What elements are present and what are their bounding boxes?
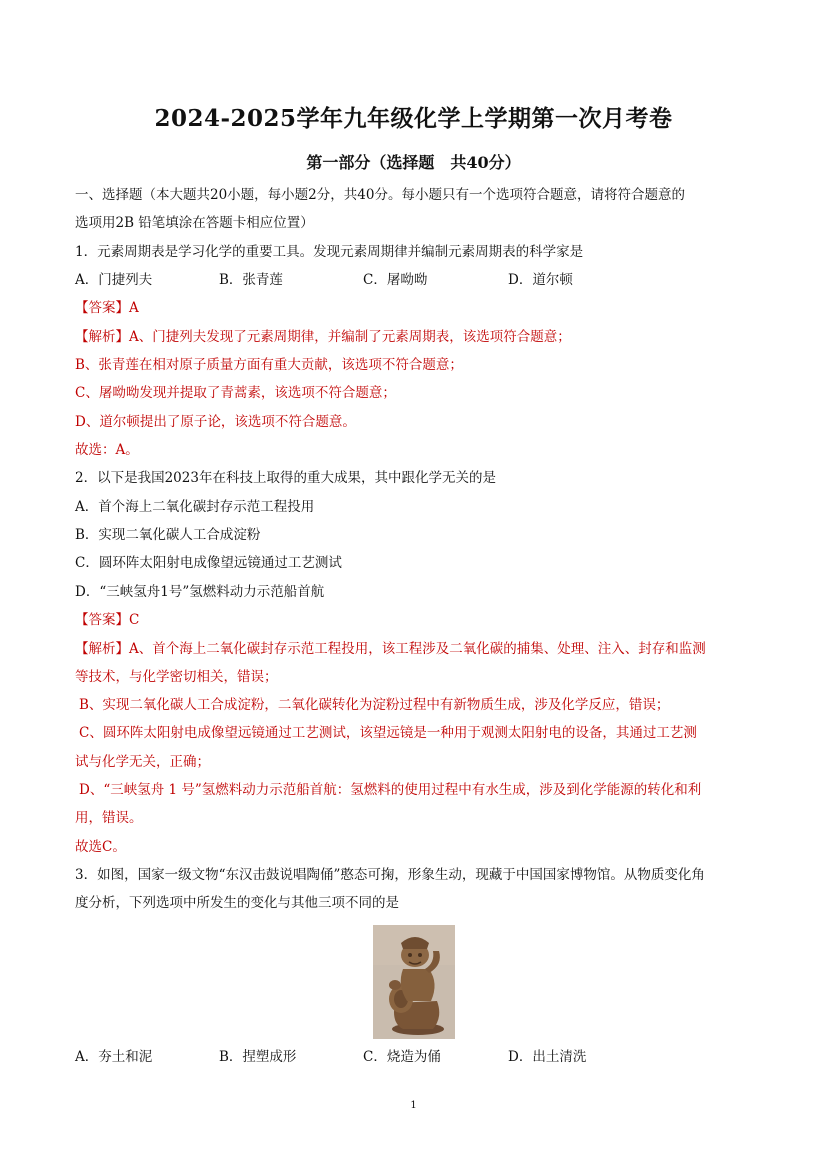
figurine-illustration [373,925,455,1039]
option-d: D．出土清洗 [508,1049,587,1065]
question-stem: 3．如图，国家一级文物“东汉击鼓说唱陶俑”憨态可掬，形象生动，现藏于中国国家博物馆。从物质变化角 [75,867,705,883]
option-a: A．首个海上二氧化碳封存示范工程投用 [75,499,315,515]
analysis-line: B、实现二氧化碳人工合成淀粉，二氧化碳转化为淀粉过程中有新物质生成，涉及化学反应，错误； [79,697,670,713]
analysis-line: C、圆环阵太阳射电成像望远镜通过工艺测试，该望远镜是一种用于观测太阳射电的设备，其通过工艺测 [79,725,697,741]
question-stem: 1．元素周期表是学习化学的重要工具。发现元素周期律并编制元素周期表的科学家是 [75,244,584,260]
option-b: B．捏塑成形 [219,1049,297,1065]
analysis-line: 试与化学无关，正确； [75,754,210,770]
exam-title: 2024-2025学年九年级化学上学期第一次月考卷 [154,105,673,132]
answer-label: 【答案】C [75,612,140,628]
pottery-figurine-image [373,925,455,1039]
part-title: 第一部分（选择题 共40分） [306,153,521,172]
analysis-line: 【解析】A、首个海上二氧化碳封存示范工程投用，该工程涉及二氧化碳的捕集、处理、注入、封存和监测 [75,641,706,657]
analysis-line: 用，错误。 [75,810,143,826]
analysis-line: D、道尔顿提出了原子论，该选项不符合题意。 [75,414,356,430]
question-stem: 度分析，下列选项中所发生的变化与其他三项不同的是 [75,895,399,911]
analysis-line: B、张青莲在相对原子质量方面有重大贡献，该选项不符合题意； [75,357,463,373]
analysis-line: C、屠呦呦发现并提取了青蒿素，该选项不符合题意； [75,385,396,401]
option-d: D．道尔顿 [508,272,573,288]
option-b: B．张青莲 [219,272,283,288]
question-stem: 2．以下是我国2023年在科技上取得的重大成果，其中跟化学无关的是 [75,470,496,486]
option-a: A．夯土和泥 [75,1049,153,1065]
option-a: A．门捷列夫 [75,272,153,288]
conclusion: 故选C。 [75,839,126,855]
page-number: 1 [410,1100,417,1111]
conclusion: 故选：A。 [75,442,139,458]
option-b: B．实现二氧化碳人工合成淀粉 [75,527,261,543]
option-d: D．“三峡氢舟1号”氢燃料动力示范船首航 [75,584,325,600]
section-intro: 一、选择题（本大题共20小题，每小题2分，共40分。每小题只有一个选项符合题意，请将符合题意的 [75,187,685,203]
analysis-line: D、“三峡氢舟 1 号”氢燃料动力示范船首航：氢燃料的使用过程中有水生成，涉及到化学能源的转化和利 [79,782,702,798]
analysis-line: 【解析】A、门捷列夫发现了元素周期律，并编制了元素周期表，该选项符合题意； [75,329,571,345]
answer-label: 【答案】A [75,300,139,316]
analysis-line: 等技术，与化学密切相关，错误； [75,669,278,685]
option-c: C．烧造为俑 [363,1049,441,1065]
section-intro: 选项用2B 铅笔填涂在答题卡相应位置） [75,215,314,231]
option-c: C．屠呦呦 [363,272,428,288]
option-c: C．圆环阵太阳射电成像望远镜通过工艺测试 [75,555,342,571]
